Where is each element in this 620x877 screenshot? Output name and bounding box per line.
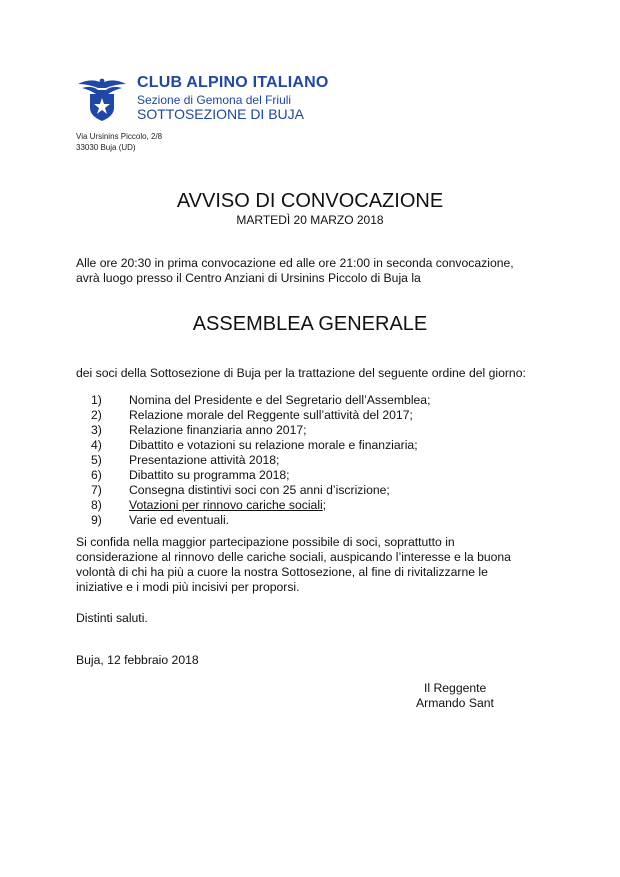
agenda-item: [76, 498, 430, 513]
signature-name: Armando Sant: [416, 696, 494, 710]
agenda-item: [76, 468, 430, 483]
address-line-1: Via Ursinins Piccolo, 2/8: [76, 132, 163, 141]
closing-line-4: iniziative e i modi più incisivi per proporsi.: [76, 580, 300, 594]
agenda-text-suffix: ;: [322, 498, 327, 512]
agenda-number: 2): [91, 408, 102, 422]
agenda-number: 8): [91, 498, 102, 512]
agenda-text: Relazione morale del Reggente sull’attività del 2017;: [129, 408, 413, 422]
agenda-item: [76, 423, 430, 438]
notice-title: AVVISO DI CONVOCAZIONE: [176, 190, 444, 212]
agenda-number: 1): [91, 393, 102, 407]
cai-logo-icon: [76, 76, 128, 122]
closing-line-3: volontà di chi ha più a cuore la nostra Sottosezione, al fine di rivitalizzarne le: [76, 565, 488, 579]
agenda-item: [76, 393, 430, 408]
assembly-title: ASSEMBLEA GENERALE: [192, 313, 428, 335]
agenda-text: Nomina del Presidente e del Segretario dell’Assemblea;: [129, 393, 431, 407]
signature-role: Il Reggente: [424, 681, 487, 695]
agenda-item: [76, 483, 430, 498]
agenda-number: 3): [91, 423, 102, 437]
agenda-number: 7): [91, 483, 102, 497]
agenda-number: 9): [91, 513, 102, 527]
agenda-number: 4): [91, 438, 102, 452]
place-date: Buja, 12 febbraio 2018: [76, 653, 199, 667]
agenda-text: Votazioni per rinnovo cariche sociali: [129, 498, 323, 512]
agenda-text: Relazione finanziaria anno 2017;: [129, 423, 307, 437]
agenda-number: 6): [91, 468, 102, 482]
agenda-text: Dibattito e votazioni su relazione morale e finanziaria;: [129, 438, 418, 452]
agenda-text: Varie ed eventuali.: [129, 513, 230, 527]
agenda-text: Presentazione attività 2018;: [129, 453, 280, 467]
meeting-date: MARTEDÌ 20 MARZO 2018: [236, 213, 384, 227]
section-name: Sezione di Gemona del Friuli: [137, 93, 292, 107]
agenda-intro: dei soci della Sottosezione di Buja per la trattazione del seguente ordine del giorno:: [76, 366, 526, 380]
agenda-text: Consegna distintivi soci con 25 anni d’iscrizione;: [129, 483, 390, 497]
agenda-item: [76, 408, 430, 423]
agenda-item: [76, 453, 430, 468]
agenda-text: Dibattito su programma 2018;: [129, 468, 290, 482]
agenda-list: [76, 393, 430, 528]
org-name: CLUB ALPINO ITALIANO: [137, 74, 329, 91]
address-line-2: 33030 Buja (UD): [76, 143, 136, 152]
closing-line-2: considerazione al rinnovo delle cariche sociali, auspicando l’interesse e la buona: [76, 550, 511, 564]
agenda-item: [76, 513, 430, 528]
closing-line-1: Si confida nella maggior partecipazione possibile di soci, soprattutto in: [76, 535, 455, 549]
agenda-item: [76, 438, 430, 453]
greeting: Distinti saluti.: [76, 611, 148, 625]
agenda-number: 5): [91, 453, 102, 467]
subsection-name: SOTTOSEZIONE DI BUJA: [137, 106, 304, 122]
intro-line-2: avrà luogo presso il Centro Anziani di Ursinins Piccolo di Buja la: [76, 271, 421, 285]
intro-line-1: Alle ore 20:30 in prima convocazione ed alle ore 21:00 in seconda convocazione,: [76, 256, 514, 270]
